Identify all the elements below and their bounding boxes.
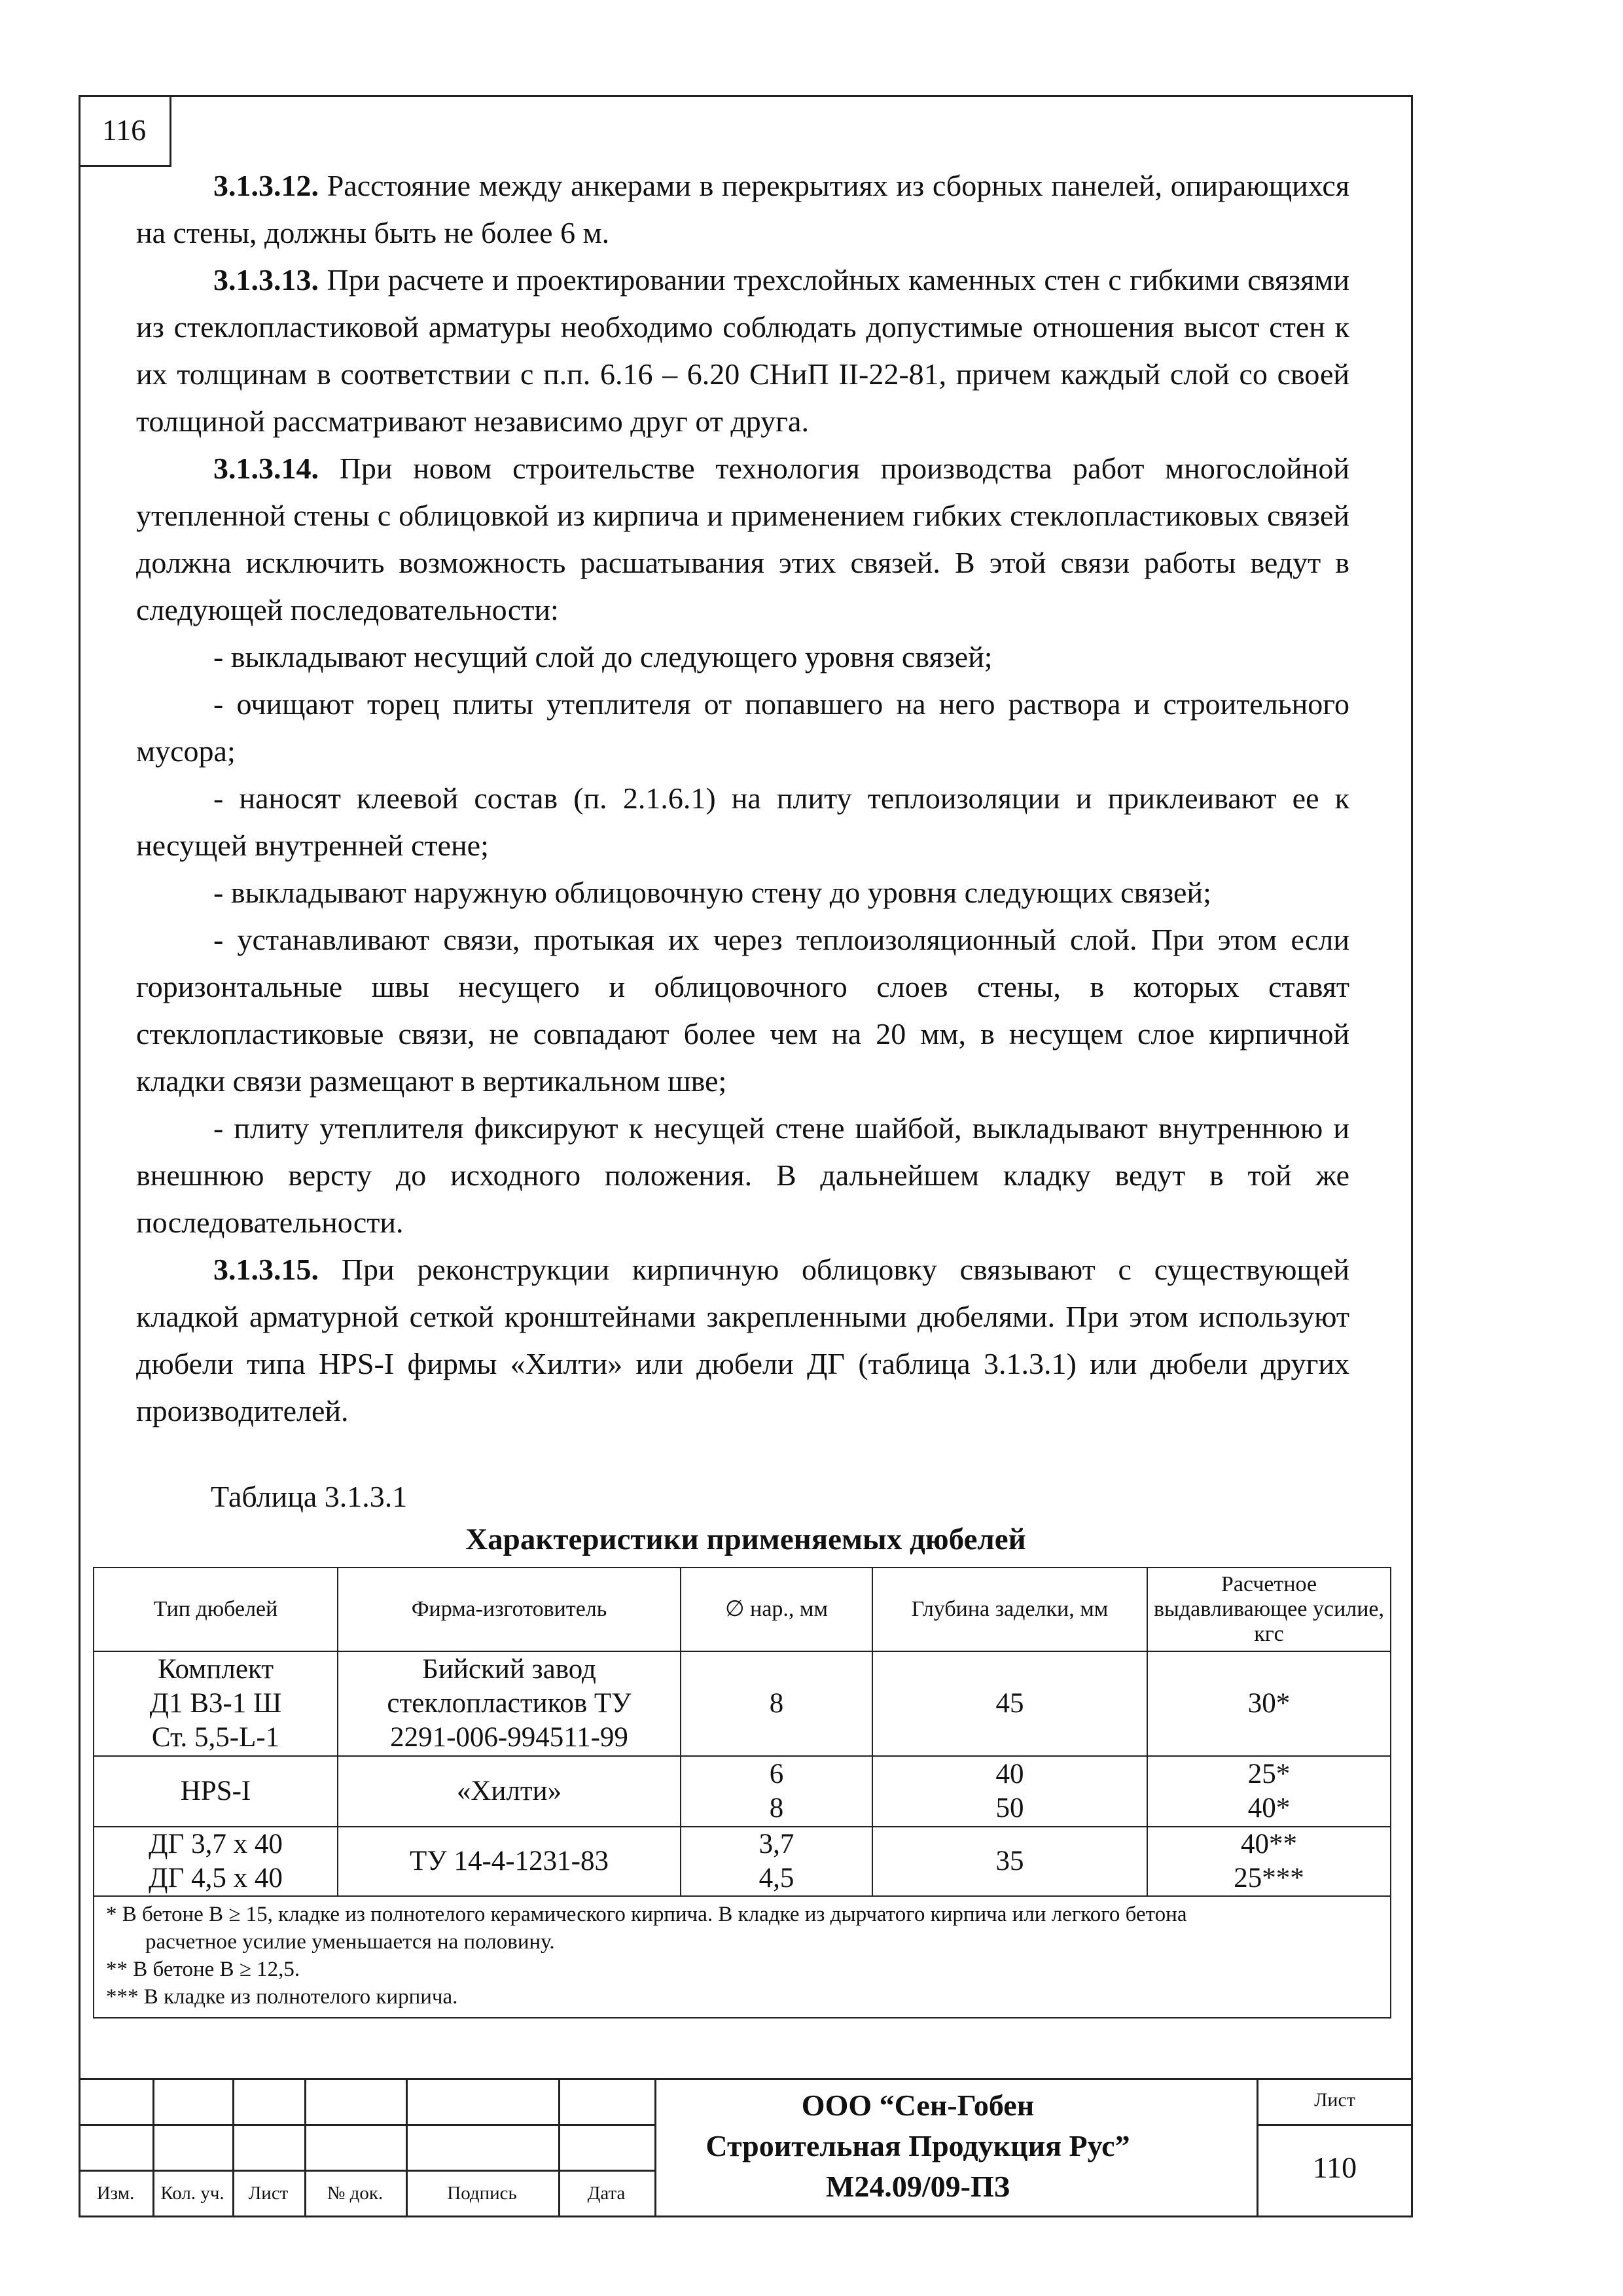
dowel-table: [93, 1567, 1391, 2018]
paragraph-text: - наносят клеевой состав (п. 2.1.6.1) на плиту теплоизоляции и приклеивают ее к несущей внутренней стене;: [136, 781, 1349, 862]
depth-cell: [872, 1651, 1147, 1756]
table-caption: Таблица 3.1.3.1: [211, 1480, 408, 1513]
section-paragraph: [136, 257, 1349, 445]
body-text: [136, 162, 1349, 1435]
cell-line: 25*: [1247, 1759, 1291, 1789]
cell-line: 30*: [1247, 1688, 1291, 1719]
cell-line: 40*: [1247, 1793, 1291, 1823]
manufacturer-cell: [338, 1651, 681, 1756]
title-block-column-label: № док.: [327, 2183, 383, 2204]
list-item: [136, 869, 1349, 916]
paragraph-text: - очищают торец плиты утеплителя от попавшего на него раствора и строительного мусора;: [136, 687, 1349, 768]
cell-line: 45: [995, 1688, 1024, 1719]
cell-line: 4,5: [758, 1863, 794, 1893]
header-embed-depth: Глубина заделки, мм: [872, 1568, 1147, 1651]
paragraph-text: При новом строительстве технология производства работ многослойной утепленной стены с облицовкой из кирпича и применением гибких стеклопластиковых связей должна исключить возможность расшатывания этих связей. В этой связи работы ведут в следующей последовательности:: [136, 452, 1349, 626]
header-pullout-force: Расчетное выдавливающее усилие, кгс: [1147, 1568, 1391, 1651]
page-number: 116: [79, 95, 171, 167]
title-block-column-label: Подпись: [447, 2183, 517, 2204]
list-item: [136, 1105, 1349, 1246]
paragraph-text: - выкладывают несущий слой до следующего уровня связей;: [213, 640, 993, 673]
table-row: [94, 1827, 1391, 1896]
title-block-line: [79, 2124, 654, 2126]
section-number: 3.1.3.14.: [213, 452, 319, 485]
section-number: 3.1.3.13.: [213, 263, 319, 296]
table-row: [94, 1756, 1391, 1827]
table-note: * В бетоне В ≥ 15, кладке из полнотелого керамического кирпича. В кладке из дырчатого кирпича или легкого бетона: [106, 1903, 1187, 1926]
cell-line: 50: [995, 1793, 1024, 1823]
list-item: [136, 916, 1349, 1105]
section-paragraph: [136, 445, 1349, 634]
paragraph-text: При расчете и проектировании трехслойных каменных стен с гибкими связями из стеклопластиковой арматуры необходимо соблюдать допустимые отношения высот стен к их толщинам в соответствии с п.п. 6.16 – 6.20 СНиП II-22-81, причем каждый слой со своей толщиной рассматривают независимо друг от друга.: [136, 263, 1350, 438]
cell-line: 8: [769, 1688, 784, 1719]
table-row: [94, 1651, 1391, 1756]
org-line: Строительная Продукция Рус”: [705, 2129, 1130, 2162]
section-paragraph: [136, 162, 1349, 257]
title-block-column-label: Дата: [587, 2183, 626, 2204]
title-block-column-label: Кол. уч.: [160, 2183, 224, 2204]
manufacturer-cell: [338, 1827, 681, 1896]
cell-line: 25***: [1234, 1863, 1304, 1893]
cell-line: стеклопластиков ТУ: [387, 1688, 632, 1719]
table-title: Характеристики применяемых дюбелей: [465, 1522, 1026, 1556]
paragraph-text: - выкладывают наружную облицовочную стену до уровня следующих связей;: [213, 876, 1211, 909]
title-block-line: [79, 2170, 654, 2172]
diameter-cell: [681, 1651, 872, 1756]
force-cell: [1147, 1827, 1391, 1896]
paragraph-text: - плиту утеплителя фиксируют к несущей стене шайбой, выкладывают внутреннюю и внешнюю версту до исходного положения. В дальнейшем кладку ведут в той же последовательности.: [136, 1111, 1349, 1239]
cell-line: 40: [995, 1759, 1024, 1789]
diameter-cell: [681, 1827, 872, 1896]
table-notes: [94, 1896, 1391, 2018]
cell-line: 40**: [1241, 1829, 1297, 1859]
depth-cell: [872, 1827, 1147, 1896]
cell-line: 2291-006-994511-99: [390, 1722, 628, 1753]
cell-line: «Хилти»: [456, 1776, 562, 1806]
list-item: [136, 775, 1349, 869]
section-paragraph: [136, 1246, 1349, 1435]
cell-line: Д1 В3-1 Ш: [149, 1688, 282, 1719]
title-block-line: [1257, 2124, 1413, 2126]
cell-line: Комплект: [157, 1654, 274, 1685]
dowel-type-cell: [94, 1756, 338, 1827]
header-dowel-type: Тип дюбелей: [94, 1568, 338, 1651]
document-code: М24.09/09-ПЗ: [825, 2170, 1010, 2203]
title-block-column-label: Изм.: [96, 2183, 135, 2204]
title-block-column-label: Лист: [248, 2183, 289, 2204]
table-note: ** В бетоне В ≥ 12,5.: [106, 1958, 300, 1981]
list-item: [136, 681, 1349, 775]
cell-line: 8: [769, 1793, 784, 1823]
force-cell: [1147, 1756, 1391, 1827]
header-diameter: ∅ нар., мм: [681, 1568, 872, 1651]
manufacturer-cell: [338, 1756, 681, 1827]
cell-line: 3,7: [758, 1829, 794, 1859]
cell-line: ДГ 4,5 х 40: [149, 1863, 283, 1893]
table-note: расчетное усилие уменьшается на половину.: [145, 1930, 555, 1954]
cell-line: 35: [995, 1846, 1024, 1876]
cell-line: Бийский завод: [422, 1654, 596, 1685]
cell-line: HPS-I: [180, 1776, 251, 1806]
header-manufacturer: Фирма-изготовитель: [338, 1568, 681, 1651]
list-item: [136, 634, 1349, 681]
force-cell: [1147, 1651, 1391, 1756]
table-note: *** В кладке из полнотелого кирпича.: [106, 1985, 458, 2009]
section-number: 3.1.3.15.: [213, 1253, 319, 1286]
table-notes-row: [94, 1896, 1391, 2018]
title-block-line: [79, 2078, 1413, 2080]
dowel-type-cell: [94, 1651, 338, 1756]
organization-block: [579, 2085, 1257, 2207]
paragraph-text: Расстояние между анкерами в перекрытиях из сборных панелей, опирающихся на стены, должны быть не более 6 м.: [136, 169, 1350, 249]
sheet-label: Лист: [1314, 2089, 1355, 2111]
org-line: ООО “Сен-Гобен: [801, 2089, 1035, 2122]
cell-line: Ст. 5,5-L-1: [151, 1722, 280, 1753]
paragraph-text: При реконструкции кирпичную облицовку связывают с существующей кладкой арматурной сеткой кронштейнами закрепленными дюбелями. При этом используют дюбели типа HPS-I фирмы «Хилти» или дюбели ДГ (таблица 3.1.3.1) или дюбели других производителей.: [136, 1253, 1349, 1427]
cell-line: 6: [769, 1759, 784, 1789]
dowel-type-cell: [94, 1827, 338, 1896]
diameter-cell: [681, 1756, 872, 1827]
depth-cell: [872, 1756, 1147, 1827]
cell-line: ДГ 3,7 х 40: [149, 1829, 283, 1859]
section-number: 3.1.3.12.: [213, 169, 319, 202]
table-header-row: [94, 1568, 1391, 1651]
cell-line: ТУ 14-4-1231-83: [410, 1846, 609, 1876]
paragraph-text: - устанавливают связи, протыкая их через теплоизоляционный слой. При этом если горизонтальные швы несущего и облицовочного слоев стены, в которых ставят стеклопластиковые связи, не совпадают более чем на 20 мм, в несущем слое кирпичной кладки связи размещают в вертикальном шве;: [136, 923, 1349, 1098]
sheet-number: 110: [1312, 2151, 1357, 2184]
